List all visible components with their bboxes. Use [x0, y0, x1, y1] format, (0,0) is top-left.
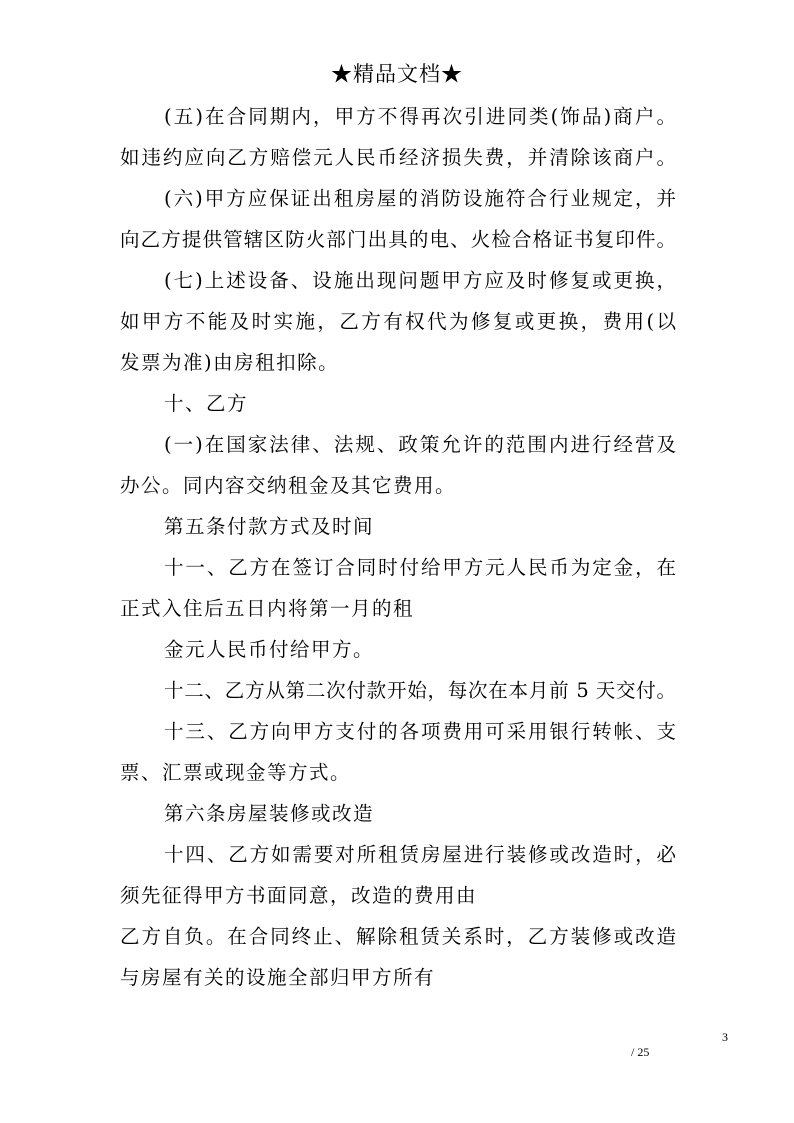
- paragraph-line: 与房屋有关的设施全部归甲方所有: [120, 966, 436, 989]
- document-header: ★精品文档★: [331, 62, 463, 86]
- paragraph-line: 正式入住后五日内将第一月的租: [120, 597, 415, 620]
- section-heading: 十、乙方: [164, 392, 249, 415]
- paragraph-line: 乙方自负。在合同终止、解除租赁关系时，乙方装修或改造: [120, 925, 676, 948]
- paragraph-line: 向乙方提供管辖区防火部门出具的电、火检合格证书复印件。: [120, 228, 676, 251]
- paragraph-line: (一)在国家法律、法规、政策允许的范围内进行经营及: [164, 433, 676, 456]
- paragraph-line: 发票为准)由房租扣除。: [120, 351, 340, 374]
- page-number: 3: [722, 1030, 728, 1044]
- paragraph-line: 十四、乙方如需要对所租赁房屋进行装修或改造时，必: [164, 843, 676, 866]
- paragraph-line: 票、汇票或现金等方式。: [120, 761, 352, 784]
- paragraph-line: (七)上述设备、设施出现问题甲方应及时修复或更换，: [164, 269, 676, 292]
- paragraph-line: 金元人民币付给甲方。: [164, 638, 375, 661]
- paragraph-line: 如甲方不能及时实施，乙方有权代为修复或更换，费用(以: [120, 310, 676, 333]
- paragraph-line: 十二、乙方从第二次付款开始，每次在本月前 5 天交付。: [164, 679, 676, 702]
- paragraph-line: 十一、乙方在签订合同时付给甲方元人民币为定金，在: [164, 556, 676, 579]
- paragraph-line: (五)在合同期内，甲方不得再次引进同类(饰品)商户。: [164, 105, 676, 128]
- article-heading: 第六条房屋装修或改造: [164, 802, 375, 825]
- paragraph-line: 如违约应向乙方赔偿元人民币经济损失费，并清除该商户。: [120, 146, 676, 169]
- article-heading: 第五条付款方式及时间: [164, 515, 375, 538]
- paragraph-line: (六)甲方应保证出租房屋的消防设施符合行业规定，并: [164, 187, 676, 210]
- paragraph-line: 十三、乙方向甲方支付的各项费用可采用银行转帐、支: [164, 720, 676, 743]
- paragraph-line: 须先征得甲方书面同意，改造的费用由: [120, 884, 478, 907]
- paragraph-line: 办公。同内容交纳租金及其它费用。: [120, 474, 457, 497]
- page-total: / 25: [631, 1045, 650, 1059]
- document-body: [120, 96, 676, 998]
